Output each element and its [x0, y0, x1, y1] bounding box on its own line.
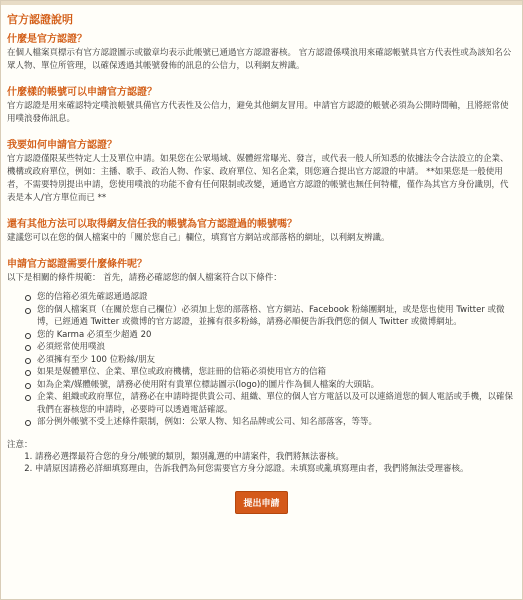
- notes-title: 注意：: [7, 439, 33, 450]
- faq-item-other: [7, 218, 516, 245]
- note-item: 1. 請務必選擇最符合您的身分/帳號的類別，類別亂選的申請案件，我們將無法審核。: [35, 451, 516, 464]
- faq-item-how: [7, 139, 516, 205]
- faq-answer: 官方認證僅限某些特定人士及單位申請。如果您在公眾場域、媒體經常曝光、發言，或代表一般人所知悉的依據法令合法設立的企業、機構或政府單位，例如：主播、歌手、政治人物、作家、政府單位、知名企業，則您適合提出官方認證的申請。 **如果您是一般使用者，不需要特別提出申請，您使用噗浪的功能不會有任何限制或改變，通過官方認證的帳號也無任何特權，僅作為其官方身份識別，代表是本人/官方單位而已 **: [7, 154, 509, 203]
- faq-answer: 官方認證是用來確認特定噗浪帳號具備官方代表性及公信力，避免其他網友冒用。申請官方認證的帳號必須為公開時間軸，且將經常使用噗浪發佈訊息。: [7, 101, 509, 124]
- requirement-item: 您的個人檔案頁（在關於您自己欄位）必須加上您的部落格、官方網站、Facebook 粉絲團網址，或是您也使用 Twitter 或微博，已經通過 Twitter 或微博的官方認證，並擁有很多粉絲，請務必順便告訴我們您的個人 Twitter 或微博網址。: [37, 304, 516, 329]
- requirement-item: 如為企業/媒體帳號，請務必使用附有貴單位標誌圖示(logo)的圖片作為個人檔案的大頭貼。: [37, 379, 516, 392]
- requirement-item: 您的 Karma 必須至少超過 20: [37, 329, 516, 342]
- faq-question: 什麼樣的帳號可以申請官方認證？: [7, 87, 157, 98]
- faq-question: 申請官方認證需要什麼條件呢？: [7, 259, 147, 270]
- requirements-list: [7, 291, 516, 429]
- faq-question: 還有其他方法可以取得網友信任我的帳號為官方認證過的帳號嗎？: [7, 219, 297, 230]
- faq-question: 什麼是官方認證？: [7, 34, 87, 45]
- faq-item-who: [7, 86, 516, 126]
- faq-item-requirements: [7, 258, 516, 429]
- requirement-item: 您的信箱必須先確認通過認證: [37, 291, 516, 304]
- requirement-item: 必須經常使用噗浪: [37, 341, 516, 354]
- faq-question: 我要如何申請官方認證？: [7, 140, 117, 151]
- faq-answer: 在個人檔案頁標示有官方認證圖示或徽章均表示此帳號已通過官方認證審核。 官方認證係噗浪用來確認帳號具官方代表性或為該知名公眾人物、單位所管理，以確保透過其帳號發佈的訊息的公信力，以利網友辨識。: [7, 48, 512, 71]
- requirement-item: 如果是媒體單位、企業、單位或政府機構，您註冊的信箱必須使用官方的信箱: [37, 366, 516, 379]
- note-item: 2. 申請原因請務必詳細填寫理由，告訴我們為何您需要官方身分認證。未填寫或亂填寫理由者，我們將無法受理審核。: [35, 463, 516, 476]
- content-area: [1, 5, 522, 514]
- faq-answer: 以下是相關的條件規範： 首先，請務必確認您的個人檔案符合以下條件：: [7, 273, 282, 283]
- apply-button-container: [7, 491, 516, 514]
- apply-button[interactable]: 提出申請: [235, 491, 287, 514]
- requirement-item: 必須擁有至少 100 位粉絲/朋友: [37, 354, 516, 367]
- notes-list: [7, 451, 516, 476]
- faq-item-what: [7, 33, 516, 73]
- page-title: 官方認證說明: [7, 13, 73, 26]
- faq-answer: 建議您可以在您的個人檔案中的「關於您自己」欄位，填寫官方網站或部落格的網址，以利網友辨識。: [7, 233, 390, 243]
- requirement-item: 企業、組織或政府單位，請務必在申請時提供貴公司、組織、單位的個人官方電話以及可以連絡道您的個人電話或手機，以確保我們在審核您的申請時，必要時可以透過電話確認。: [37, 391, 516, 416]
- requirement-item: 部分例外帳號不受上述條件限制，例如：公眾人物、知名品牌或公司、知名部落客，等等。: [37, 416, 516, 429]
